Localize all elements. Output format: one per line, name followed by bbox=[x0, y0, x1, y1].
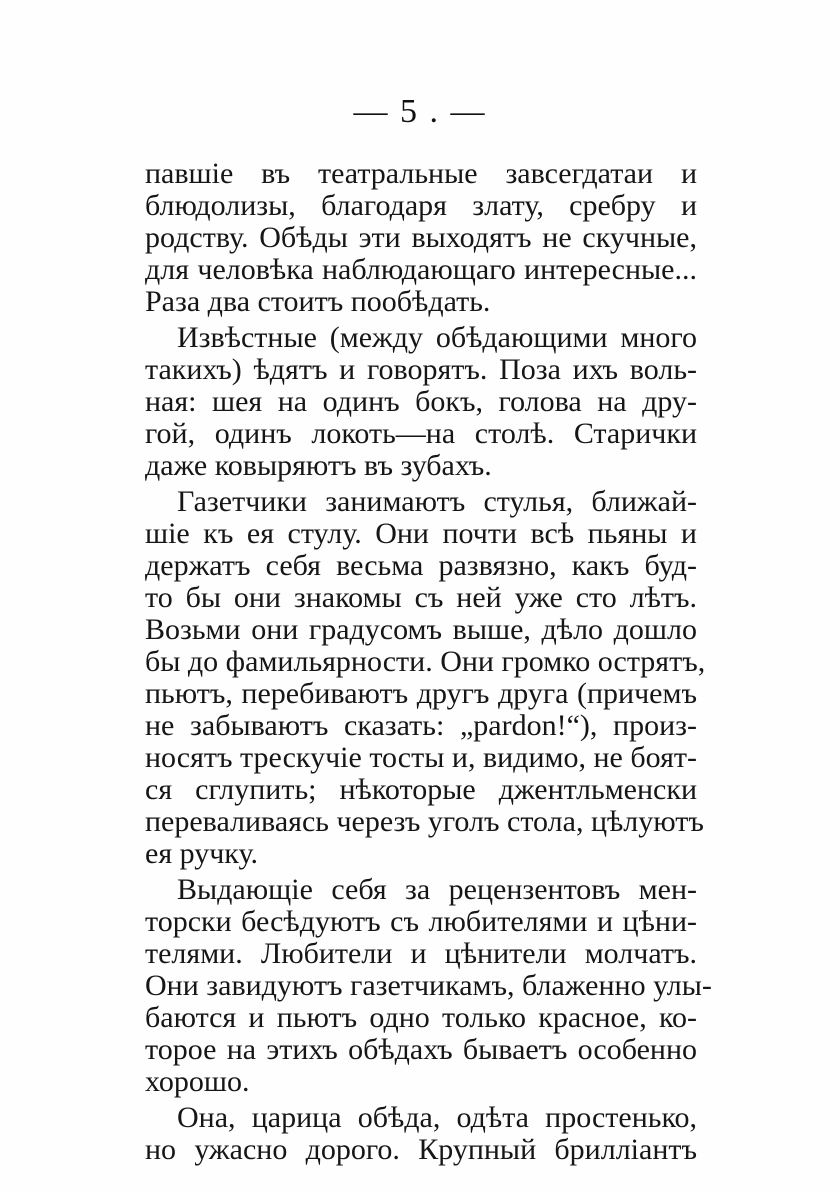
text-line: Газетчики занимаютъ стулья, ближай- bbox=[177, 485, 697, 518]
text-line: ся сглупить; нѣкоторые джентльменски bbox=[145, 773, 697, 806]
paragraph bbox=[145, 873, 712, 1098]
text-line: переваливаясь черезъ уголъ стола, цѣлуютъ bbox=[145, 805, 704, 838]
text-line: носятъ трескучіе тосты и, видимо, не боят- bbox=[145, 741, 697, 774]
text-line: но ужасно дорого. Крупный бриллiантъ bbox=[145, 1133, 697, 1166]
text-line: бы до фамильярности. Они громко острятъ, bbox=[145, 645, 706, 678]
text-line: Они завидуютъ газетчикамъ, блаженно улы- bbox=[145, 969, 712, 1002]
body-text bbox=[145, 157, 712, 1166]
text-line: для человѣка наблюдающаго интересные... bbox=[145, 253, 697, 286]
text-line: павшіе въ театральные завсегдатаи и bbox=[145, 157, 697, 190]
text-line: торое на этихъ обѣдахъ бываетъ особенно bbox=[145, 1033, 697, 1066]
text-line: ная: шея на одинъ бокъ, голова на дру- bbox=[145, 385, 697, 418]
text-line: родству. Обѣды эти выходятъ не скучные, bbox=[145, 221, 697, 254]
text-line: шіе къ ея стулу. Они почти всѣ пьяны и bbox=[145, 517, 697, 550]
text-line: такихъ) ѣдятъ и говорятъ. Поза ихъ воль- bbox=[145, 353, 697, 386]
text-line: хорошо. bbox=[145, 1065, 250, 1098]
paragraph bbox=[145, 485, 706, 870]
text-line: Раза два стоитъ пообѣдать. bbox=[145, 285, 491, 318]
text-line: блюдолизы, благодаря злату, сребру и bbox=[145, 189, 697, 222]
text-line: гой, одинъ локоть—на столѣ. Старички bbox=[145, 417, 697, 450]
text-line: пьютъ, перебиваютъ другъ друга (причемъ bbox=[145, 677, 697, 710]
text-line: держатъ себя весьма развязно, какъ буд- bbox=[145, 549, 697, 582]
text-line: телями. Любители и цѣнители молчатъ. bbox=[145, 937, 697, 970]
text-line: Она, царица обѣда, одѣта простенько, bbox=[177, 1101, 697, 1134]
text-line: Возьми они градусомъ выше, дѣло дошло bbox=[145, 613, 697, 646]
page-number: — 5 . — bbox=[353, 93, 487, 130]
paragraph bbox=[145, 1102, 697, 1166]
text-line: не забываютъ сказать: „pardon!“), произ- bbox=[145, 709, 697, 742]
text-line: Извѣстные (между обѣдающими много bbox=[177, 321, 697, 354]
paragraph bbox=[145, 158, 697, 318]
paragraph bbox=[145, 322, 697, 482]
text-line: Выдающіе себя за рецензентовъ мен- bbox=[177, 873, 697, 906]
text-line: ея ручку. bbox=[145, 837, 258, 870]
text-line: баются и пьютъ одно только красное, ко- bbox=[145, 1001, 697, 1034]
text-line: то бы они знакомы съ ней уже сто лѣтъ. bbox=[145, 581, 697, 614]
text-line: даже ковыряютъ въ зубахъ. bbox=[145, 449, 492, 482]
text-line: торски бесѣдуютъ съ любителями и цѣни- bbox=[145, 905, 697, 938]
